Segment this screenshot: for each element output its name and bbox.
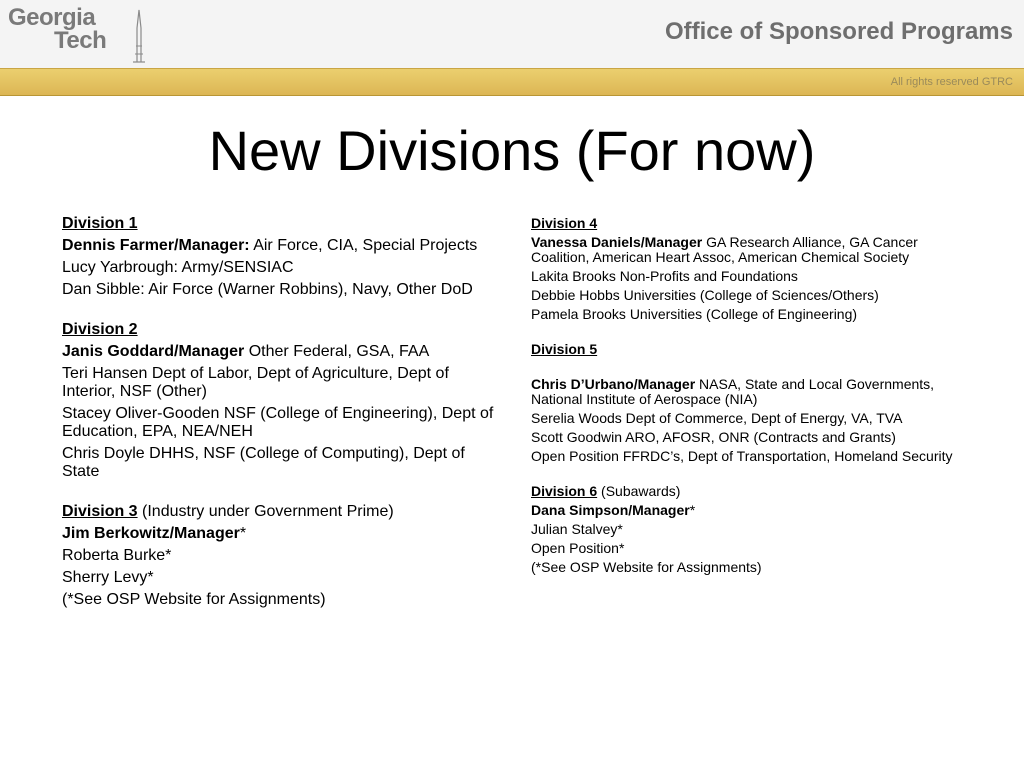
division-2-heading: Division 2 (62, 321, 138, 338)
georgia-tech-logo (8, 6, 158, 64)
list-item: Roberta Burke* (62, 547, 172, 564)
manager-role: /Manager (174, 343, 245, 360)
division-3-manager (62, 525, 502, 543)
logo-line-1: Georgia (8, 4, 96, 31)
slide-title: New Divisions (For now) (208, 119, 816, 182)
division-5-manager (531, 377, 971, 407)
list-item: Debbie Hobbs Universities (College of Sciences/Others) (531, 287, 879, 303)
division-6-manager (531, 503, 971, 518)
manager-role: /Manager (633, 376, 696, 392)
gold-divider-bar (0, 68, 1024, 96)
list-item: Teri Hansen Dept of Labor, Dept of Agriculture, Dept of Interior, NSF (Other) (62, 365, 449, 400)
list-item: Lakita Brooks Non-Profits and Foundations (531, 268, 798, 284)
list-item: (*See OSP Website for Assignments) (62, 591, 326, 608)
manager-role: /Manager (628, 502, 690, 518)
division-4-heading: Division 4 (531, 215, 598, 231)
list-item: Serelia Woods Dept of Commerce, Dept of Energy, VA, TVA (531, 410, 903, 426)
division-1-heading: Division 1 (62, 215, 138, 232)
manager-name: Chris D’Urbano (531, 376, 634, 392)
manager-desc: Air Force, CIA, Special Projects (249, 237, 478, 254)
manager-role: /Manager (640, 234, 703, 250)
manager-name: Dennis Farmer (62, 237, 175, 254)
division-1-manager (62, 237, 502, 255)
division-5-heading: Division 5 (531, 341, 598, 357)
manager-desc: * (689, 502, 696, 518)
manager-name: Dana Simpson (531, 502, 629, 518)
list-item: Dan Sibble: Air Force (Warner Robbins), Navy, Other DoD (62, 281, 473, 298)
list-item: Lucy Yarbrough: Army/SENSIAC (62, 259, 294, 276)
org-title: Office of Sponsored Programs (664, 18, 1013, 45)
division-4-manager (531, 235, 971, 265)
division-3-note: (Industry under Government Prime) (137, 503, 394, 520)
copyright-notice: All rights reserved GTRC (890, 76, 1013, 88)
manager-desc: * (239, 525, 247, 542)
manager-role: /Manager: (174, 237, 250, 254)
manager-role: /Manager (169, 525, 240, 542)
list-item: Julian Stalvey* (531, 521, 623, 537)
tech-tower-spire-icon (127, 6, 153, 64)
list-item: Stacey Oliver-Gooden NSF (College of Engineering), Dept of Education, EPA, NEA/NEH (62, 405, 494, 440)
left-column (62, 215, 502, 613)
division-6-heading-line (531, 484, 971, 499)
right-column (531, 216, 971, 579)
manager-desc: Other Federal, GSA, FAA (244, 343, 430, 360)
division-3-heading: Division 3 (62, 503, 138, 520)
division-2-manager (62, 343, 502, 361)
division-6-note: (Subawards) (597, 483, 681, 499)
manager-name: Janis Goddard (62, 343, 175, 360)
division-6-heading: Division 6 (531, 483, 598, 499)
header-bar (0, 0, 1024, 68)
list-item: Sherry Levy* (62, 569, 154, 586)
logo-wordmark (8, 6, 106, 52)
division-3-heading-line (62, 503, 502, 521)
logo-line-2: Tech (54, 27, 107, 54)
list-item: Chris Doyle DHHS, NSF (College of Computing), Dept of State (62, 445, 465, 480)
list-item: Pamela Brooks Universities (College of Engineering) (531, 306, 858, 322)
list-item: Open Position FFRDC’s, Dept of Transportation, Homeland Security (531, 448, 953, 464)
list-item: (*See OSP Website for Assignments) (531, 559, 762, 575)
list-item: Open Position* (531, 540, 625, 556)
list-item: Scott Goodwin ARO, AFOSR, ONR (Contracts and Grants) (531, 429, 896, 445)
manager-name: Jim Berkowitz (62, 525, 170, 542)
manager-desc: NASA, State and Local Governments, National Institute of Aerospace (NIA) (531, 376, 935, 407)
manager-desc: GA Research Alliance, GA Cancer Coalition, American Heart Assoc, American Chemical Society (531, 234, 918, 265)
manager-name: Vanessa Daniels (531, 234, 641, 250)
